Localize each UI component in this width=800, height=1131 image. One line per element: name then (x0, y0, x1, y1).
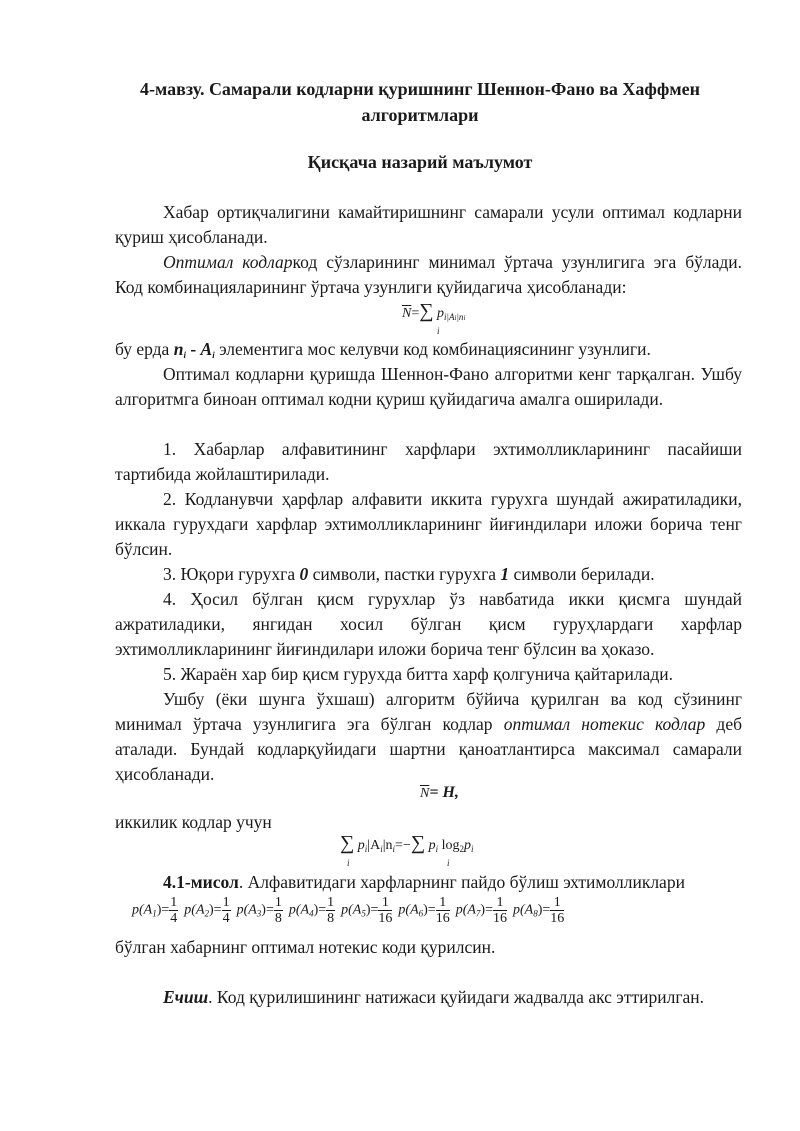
probability-item: $p(A_5)=$ $\frac{1}{16}$ (341, 895, 393, 926)
formula-efficiency-condition (420, 784, 459, 802)
example-text: . Алфавитидаги харфларнинг пайдо бўлиш эхтимолликлари (238, 872, 685, 892)
term-optimal-codes: Оптимал кодлар (163, 252, 293, 272)
probability-fraction: $\frac{1}{8}$ (274, 895, 282, 926)
formula-sub-a: i|A (444, 312, 455, 322)
algorithm-step-3 (115, 562, 742, 587)
paragraph-optimal-codes-text: код сўзларининг минимал ўртача узунлигига эга бўлади. Код комбинацияларининг ўртача узунлиги қуйидагича ҳисобланади: (115, 252, 742, 297)
probability-item: $p(A_1)=$ $\frac{1}{4}$ (132, 895, 178, 926)
step3-text-a: 3. Юқори гурухга (163, 564, 300, 584)
probability-item: $p(A_3)=$ $\frac{1}{8}$ (236, 895, 282, 926)
formula-equals: = (411, 306, 420, 321)
formula-n: |n (456, 312, 464, 322)
example-task: бўлган хабарнинг оптимал нотекис коди қурилсин. (115, 937, 496, 957)
binary-codes-label: иккилик кодлар учун (115, 812, 272, 832)
probability-item: $p(A_2)=$ $\frac{1}{4}$ (184, 895, 230, 926)
probability-item: $p(A_4)=$ $\frac{1}{8}$ (288, 895, 335, 926)
example-label: 4.1-мисол (163, 872, 239, 892)
paragraph-optimal-codes (115, 250, 742, 300)
probability-fraction: $\frac{1}{16}$ (492, 895, 507, 926)
symbol-zero: 0 (299, 564, 309, 584)
paragraph-intro: Хабар ортиқчалигини камайтиришнинг самарали усули оптимал кодларни қуриш ҳисобланади. (115, 202, 742, 247)
probability-fraction: $\frac{1}{16}$ (435, 895, 450, 926)
formula-n-sub: i (463, 314, 466, 322)
formula-average-length (402, 300, 466, 336)
optimal-uneven-text-a: Ушбу (ёки шунга ўхшаш) алгоритм бўйича қурилган ва код сўзининг минимал ўртача узунлигига эга бўлган кодлар (115, 689, 742, 734)
probability-item: $p(A_8)=$ $\frac{1}{16}$ (512, 895, 565, 926)
paragraph-solution (115, 985, 742, 1010)
probability-fraction: $\frac{1}{16}$ (550, 895, 565, 926)
symbol-ai: $A_i$ (200, 339, 215, 360)
probability-fraction: $\frac{1}{4}$ (170, 895, 178, 926)
definition-prefix: бу ерда (115, 339, 174, 359)
algorithm-step-2: 2. Кодланувчи ҳарфлар алфавити иккита гурухга шундай ажиратиладики, иккала гурухдаги харфлар эхтимолликларининг йиғиндилари иложи борича тенг бўлсин. (115, 489, 742, 559)
probability-fraction: $\frac{1}{4}$ (222, 895, 230, 926)
probability-item: $p(A_6)=$ $\frac{1}{16}$ (398, 895, 450, 926)
page-title: 4-мавзу. Самарали кодларни қуришнинг Шеннон-Фано ва Хаффмен алгоритмлари (140, 79, 700, 125)
formula-p: p (437, 306, 445, 321)
probability-list (132, 895, 570, 926)
definition-suffix: элементига мос келувчи код комбинациясининг узунлиги. (214, 339, 651, 359)
probability-item: $p(A_7)=$ $\frac{1}{16}$ (455, 895, 507, 926)
probability-fraction: $\frac{1}{16}$ (378, 895, 393, 926)
section-subtitle: Қисқача назарий маълумот (307, 152, 533, 172)
formula2-n-bar: $\overline{N}$ (420, 786, 430, 801)
formula3-sum-right: ∑ (410, 832, 426, 854)
probability-fraction: $\frac{1}{8}$ (327, 895, 335, 926)
formula3-index-left: i (347, 858, 350, 868)
solution-text: . Код қурилишининг натижаси қуйидаги жадвалда акс эттирилган. (208, 987, 705, 1007)
paragraph-example (115, 870, 742, 895)
symbol-dash: - (185, 339, 201, 359)
formula-n-bar: $\overline{N}$ (402, 306, 412, 321)
term-optimal-uneven-codes: оптимал нотекис кодлар (503, 714, 706, 734)
formula2-rest: = H, (429, 784, 459, 801)
paragraph-optimal-uneven (115, 687, 742, 787)
formula-sub-ai: i (454, 314, 457, 322)
sum-index: i (437, 326, 440, 336)
formula3-sum-left: ∑ (340, 832, 355, 854)
paragraph-shannon-fano: Оптимал кодларни қуришда Шеннон-Фано алгоритми кенг тарқалган. Ушбу алгоритмга биноан оптимал кодни қуриш қуйидагича амалга оширилади. (115, 364, 742, 409)
step3-text-b: символи, пастки гурухга (308, 564, 501, 584)
step3-text-c: символи берилади. (509, 564, 655, 584)
algorithm-step-4: 4. Ҳосил бўлган қисм гурухлар ўз навбатида икки қисмга шундай ажратиладики, янгидан хосил бўлган қисм гуруҳлардаги харфлар эхтимолликларининг йиғиндилари иложи борича тенг бўлсин ва ҳоказо. (115, 589, 742, 659)
algorithm-step-1: 1. Хабарлар алфавитининг харфлари эхтимолликларининг пасайиши тартибида жойлаштирилади. (115, 439, 742, 484)
algorithm-step-5: 5. Жараён хар бир қисм гурухда битта харф қолгунича қайтарилади. (163, 664, 673, 684)
optimal-uneven-text-b: деб аталади. Бундай кодларқуйидаги шартни қаноатлантирса максимал самарали ҳисобланади. (115, 714, 742, 784)
symbol-ni: $n_i$ (173, 339, 186, 360)
formula-binary-entropy: ∑ $p_i|A_i|n_i=-\sum$ $p_i$ $\log_2p_i$ i i (340, 832, 474, 868)
sum-symbol: ∑ (419, 300, 434, 322)
symbol-one: 1 (500, 564, 510, 584)
formula3-index-right: i (447, 858, 450, 868)
solution-label: Ечиш (163, 987, 209, 1007)
